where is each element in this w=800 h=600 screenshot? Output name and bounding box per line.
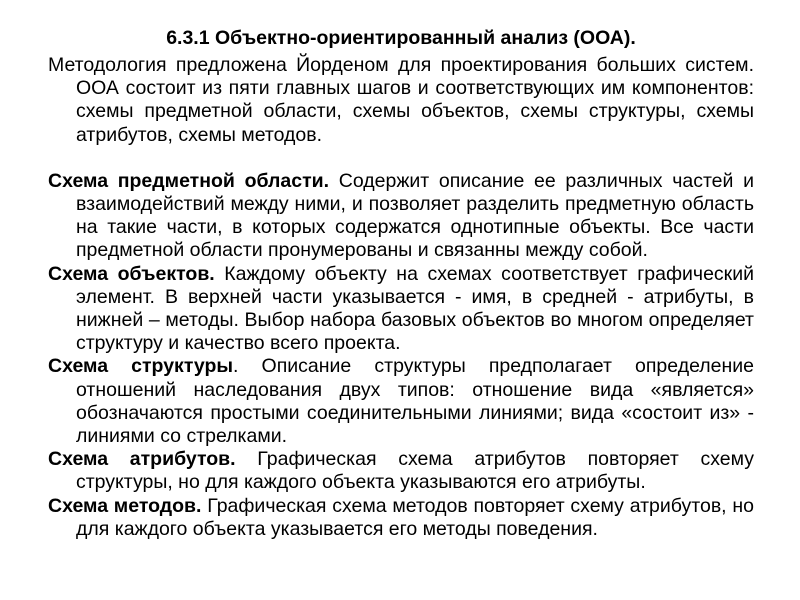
section-text: . Описание структуры предполагает определение отношений наследования двух типов: отношение вида «является» обозначаются простыми соединительными линиями; вида «состоит из» - линиями со стрелками. — [76, 355, 755, 448]
section-text: Графическая схема атрибутов повторяет схему структуры, но для каждого объекта указываются его атрибуты. — [76, 448, 755, 494]
section-text: Графическая схема методов повторяет схему атрибутов, но для каждого объекта указывается его методы поведения. — [76, 494, 754, 540]
section-term: Схема объектов. — [48, 262, 215, 285]
section-term: Схема структуры — [48, 355, 234, 378]
section-structure-scheme — [48, 355, 754, 448]
section-term: Схема предметной области. — [48, 169, 330, 192]
slide-content — [48, 26, 754, 541]
section-text: Содержит описание ее различных частей и взаимодействий между ними, и позволяет разделить предметную область на такие части, в которых содержатся однотипные объекты. Все части предметной области пронумерованы и связанны между собой. — [76, 169, 754, 262]
section-term: Схема методов. — [48, 494, 202, 517]
intro-paragraph: Методология предложена Йорденом для проектирования больших систем. ООА состоит из пяти главных шагов и соответствующих им компонентов: схемы предметной области, схемы объектов, схемы структуры, схемы атрибутов, схемы методов. — [48, 54, 754, 146]
section-object-scheme — [48, 263, 754, 356]
section-attribute-scheme — [48, 448, 754, 494]
section-method-scheme — [48, 495, 754, 541]
page-title: 6.3.1 Объектно-ориентированный анализ (ООА). — [166, 27, 636, 49]
section-text: Каждому объекту на схемах соответствует графический элемент. В верхней части указывается - имя, в средней - атрибуты, в нижней – методы. Выбор набора базовых объектов во многом определяет структуру и качество всего проекта. — [76, 262, 755, 355]
section-term: Схема атрибутов. — [48, 448, 236, 471]
section-domain-scheme — [48, 170, 754, 263]
